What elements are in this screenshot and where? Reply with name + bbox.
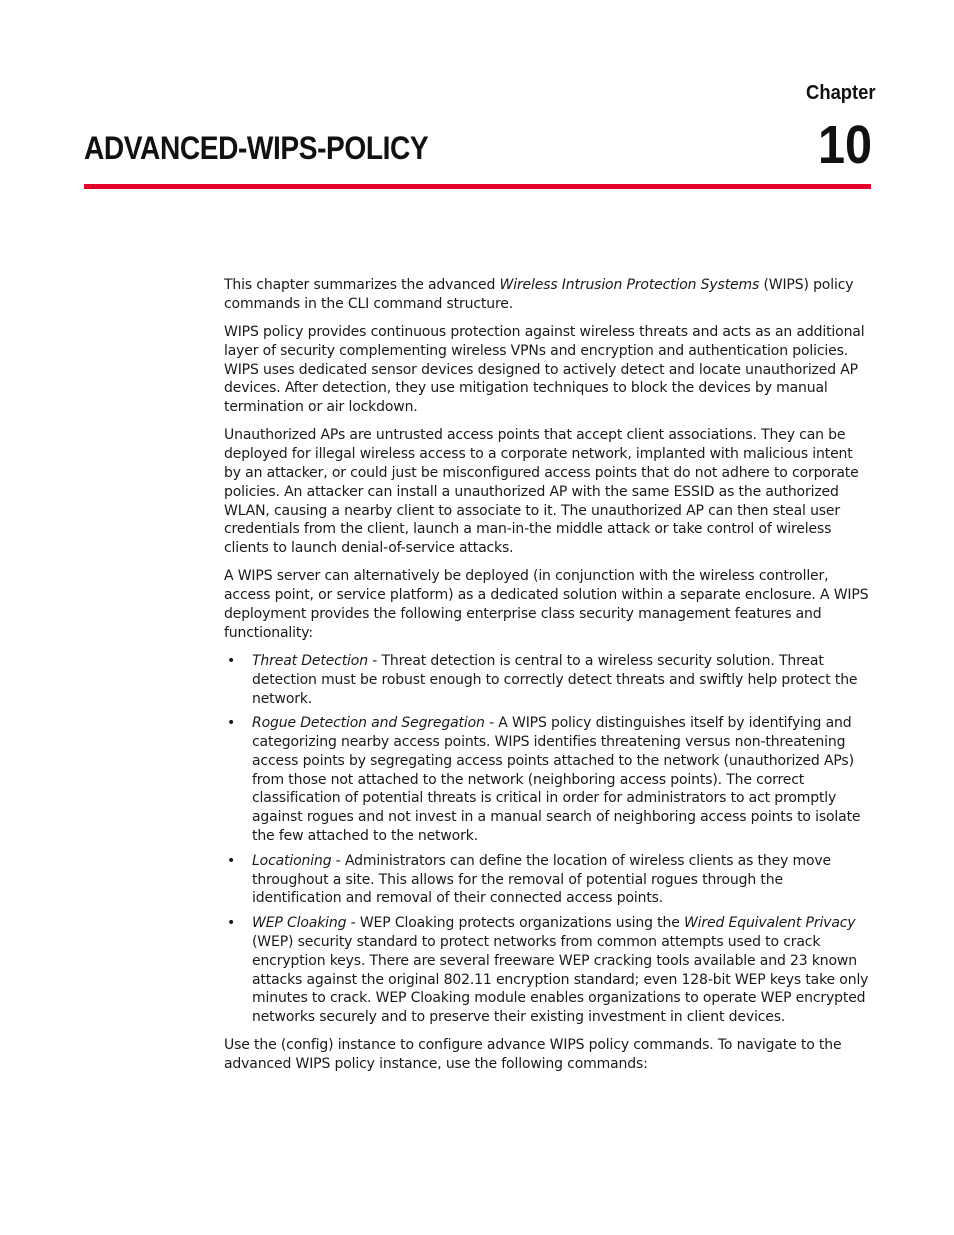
chapter-content: [224, 276, 870, 1083]
feature-text-end: (WEP) security standard to protect networks from common attempts used to crack encryption keys. There are several freeware WEP cracking tools available and 23 known attacks against the original 802.11 encryption standard; even 128-bit WEP keys take only minutes to crack. WEP Cloaking module enables organizations to operate WEP encrypted networks securely and to preserve their existing investment in client devices.: [252, 934, 869, 1026]
feature-term: Threat Detection: [252, 652, 368, 669]
bullet-icon: •: [227, 652, 236, 669]
feature-text: - A WIPS policy distinguishes itself by identifying and categorizing nearby access points. WIPS identifies threatening versus non-threatening access points by segregating access points attached to the network (unauthorized APs) from those not attached to the network (neighboring access points). The correct classification of potential threats is critical in order for administrators to act promptly against rogues and not invest in a manual search of neighboring access points to isolate the few attached to the network.: [252, 715, 861, 845]
intro-text: This chapter summarizes the advanced: [224, 277, 500, 293]
list-item: [224, 852, 870, 908]
feature-term: WEP Cloaking: [252, 915, 347, 932]
unauthorized-ap-paragraph: Unauthorized APs are untrusted access points that accept client associations. They can be deployed for illegal wireless access to a corporate network, implanted with malicious intent by an attacker, or could just be misconfigured access points that do not adhere to corporate policies. An attacker can install a unauthorized AP with the same ESSID as the authorized WLAN, causing a nearby client to associate to it. The unauthorized AP can then steal user credentials from the client, launch a man-in-the middle attack or take control of wireless clients to launch denial-of-service attacks.: [224, 427, 859, 557]
wips-overview-paragraph: WIPS policy provides continuous protection against wireless threats and acts as an additional layer of security complementing wireless VPNs and encryption and authentication policies. WIPS uses dedicated sensor devices designed to actively detect and locate unauthorized AP devices. After detection, they use mitigation techniques to block the devices by manual termination or air lockdown.: [224, 323, 865, 416]
list-item: [224, 714, 870, 846]
closing-paragraph: Use the (config) instance to configure advance WIPS policy commands. To navigate to the advanced WIPS policy instance, use the following commands:: [224, 1037, 842, 1073]
feature-text: - Administrators can define the location of wireless clients as they move throughout a site. This allows for the removal of potential rogues through the identification and removal of their connected access points.: [252, 852, 832, 907]
feature-text: - Threat detection is central to a wireless security solution. Threat detection must be robust enough to correctly detect threats and swiftly help protect the network.: [252, 652, 858, 707]
chapter-label: Chapter: [806, 82, 876, 104]
chapter-title: ADVANCED-WIPS-POLICY: [84, 130, 429, 166]
intro-paragraph: [224, 276, 870, 314]
list-item: [224, 652, 870, 708]
bullet-icon: •: [227, 852, 236, 869]
feature-list: [224, 652, 870, 1027]
bullet-icon: •: [227, 715, 236, 732]
feature-term: Rogue Detection and Segregation: [252, 715, 485, 732]
feature-emphasis: Wired Equivalent Privacy: [683, 915, 856, 932]
bullet-icon: •: [227, 915, 236, 932]
wips-server-paragraph: A WIPS server can alternatively be deployed (in conjunction with the wireless controller, access point, or service platform) as a dedicated solution within a separate enclosure. A WIPS deployment provides the following enterprise class security management features and functionality:: [224, 568, 869, 641]
list-item: [224, 914, 870, 1027]
feature-term: Locationing: [252, 852, 332, 869]
feature-text: - WEP Cloaking protects organizations using the: [346, 915, 684, 932]
chapter-rule: [84, 184, 871, 189]
chapter-number: 10: [817, 115, 872, 175]
intro-emphasis: Wireless Intrusion Protection Systems: [499, 277, 760, 293]
intro-text-end: (WIPS) policy commands in the CLI command structure.: [224, 277, 854, 312]
